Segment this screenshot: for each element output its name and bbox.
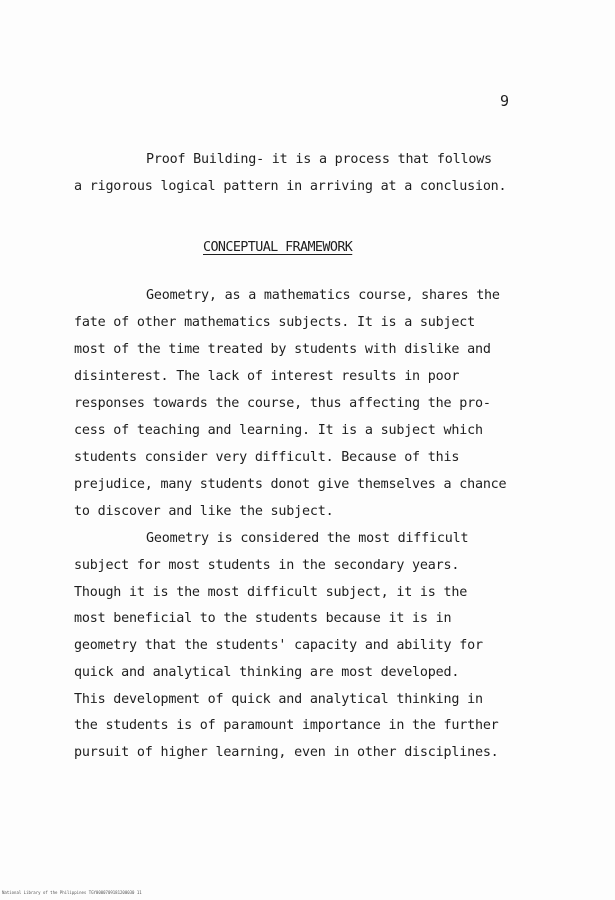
paragraph-line: the students is of paramount importance in the further: [74, 718, 499, 733]
definition-line: a rigorous logical pattern in arriving at a conclusion.: [74, 179, 507, 194]
paragraph-line: most of the time treated by students with dislike and: [74, 342, 491, 357]
paragraph-line: pursuit of higher learning, even in other disciplines.: [74, 745, 499, 760]
paragraph-line: geometry that the students' capacity and ability for: [74, 638, 483, 653]
paragraph-line: most beneficial to the students because it is in: [74, 611, 452, 626]
library-footer: National Library of the Philippines TGY0000709181200030 11: [2, 890, 142, 895]
section-heading: CONCEPTUAL FRAMEWORK: [203, 240, 353, 255]
paragraph-line: students consider very difficult. Because of this: [74, 450, 460, 465]
page-number: 9: [500, 92, 510, 110]
paragraph-line: fate of other mathematics subjects. It is a subject: [74, 315, 475, 330]
paragraph-line: Geometry, as a mathematics course, shares the: [146, 288, 500, 303]
paragraph-line: responses towards the course, thus affecting the pro-: [74, 396, 491, 411]
paragraph-line: Geometry is considered the most difficult: [146, 531, 469, 546]
paragraph-line: cess of teaching and learning. It is a subject which: [74, 423, 483, 438]
definition-line: Proof Building- it is a process that follows: [146, 152, 492, 167]
paragraph-line: prejudice, many students donot give themselves a chance: [74, 477, 507, 492]
paragraph-line: to discover and like the subject.: [74, 504, 334, 519]
paragraph-line: quick and analytical thinking are most developed.: [74, 665, 460, 680]
paragraph-line: Though it is the most difficult subject, it is the: [74, 585, 468, 600]
paragraph-line: This development of quick and analytical thinking in: [74, 692, 483, 707]
paragraph-line: disinterest. The lack of interest results in poor: [74, 369, 460, 384]
paragraph-line: subject for most students in the secondary years.: [74, 558, 460, 573]
